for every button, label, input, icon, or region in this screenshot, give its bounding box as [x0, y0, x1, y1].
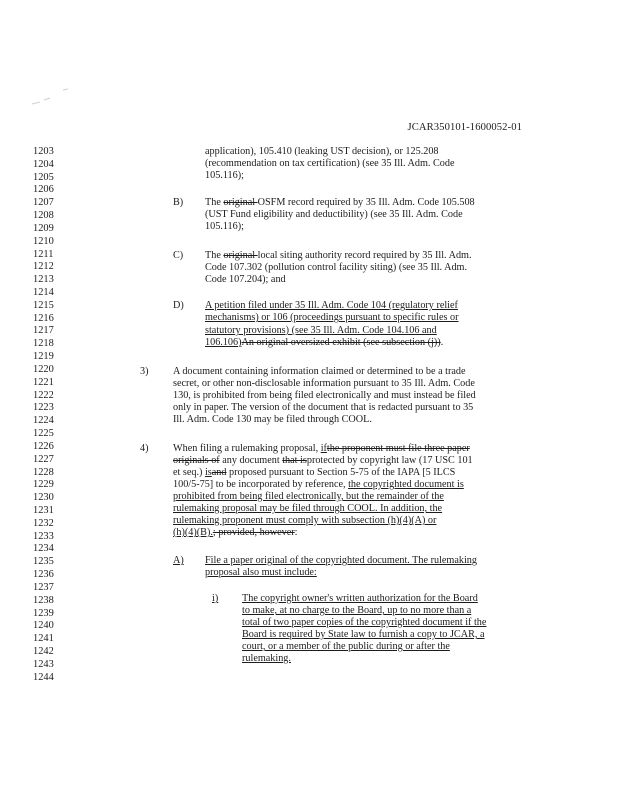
item-4ai-line: total of two paper copies of the copyrighted document if the [242, 617, 487, 628]
deleted-text: that is [282, 455, 307, 466]
item-b-line: (UST Fund eligibility and deductibility) (see 35 Ill. Adm. Code [205, 209, 463, 220]
line-number: 1215 [33, 299, 54, 311]
item-4-label: 4) [140, 443, 149, 454]
item-4-line [173, 527, 298, 539]
continuation-line: application), 105.410 (leaking UST decision), or 125.208 [205, 146, 439, 157]
line-number: 1214 [33, 287, 54, 299]
text: When filing a rulemaking proposal, [173, 443, 321, 454]
item-c-line [205, 250, 472, 262]
inserted-text: the copyrighted document is [348, 479, 464, 490]
item-4-line: rulemaking proponent must comply with subsection (h)(4)(A) or [173, 515, 437, 526]
line-number: 1224 [33, 415, 54, 427]
text: . [440, 337, 444, 348]
item-4ai-line: The copyright owner's written authorization for the Board [242, 593, 478, 604]
line-number: 1217 [33, 325, 54, 337]
item-d-label: D) [173, 300, 184, 311]
line-number: 1242 [33, 645, 54, 657]
line-number: 1238 [33, 594, 54, 606]
item-4a-line: proposal also must include: [205, 567, 317, 578]
deleted-text: ; provided, however [212, 527, 295, 538]
deleted-text: original [223, 250, 258, 261]
item-c-line: Code 107.302 (pollution control facility siting) (see 35 Ill. Adm. [205, 262, 468, 273]
item-4-line [173, 455, 473, 467]
inserted-text: (h)(4)(B). [173, 527, 213, 538]
line-number: 1235 [33, 556, 54, 568]
line-number: 1227 [33, 453, 54, 465]
item-4ai-line: Board is required by State law to furnish a copy to JCAR, a [242, 629, 485, 640]
item-4a-label: A) [173, 555, 184, 566]
deleted-text: the proponent must file three paper [326, 443, 470, 454]
line-number: 1220 [33, 363, 54, 375]
line-number: 1239 [33, 607, 54, 619]
continuation-line: 105.116); [205, 170, 244, 181]
line-number: 1230 [33, 492, 54, 504]
line-number: 1207 [33, 197, 54, 209]
item-d-line: mechanisms) or 106 (proceedings pursuant to specific rules or [205, 312, 459, 323]
line-number: 1204 [33, 158, 54, 170]
line-number: 1205 [33, 171, 54, 183]
item-3-line: 130, is prohibited from being filed electronically and must instead be filed [173, 390, 476, 401]
item-3-line: only in paper. The version of the document that is redacted pursuant to 35 [173, 402, 474, 413]
line-number: 1221 [33, 376, 54, 388]
item-b-line: 105.116); [205, 221, 244, 232]
line-number: 1236 [33, 569, 54, 581]
line-number: 1244 [33, 671, 54, 683]
item-b-line [205, 197, 475, 209]
item-4-line [173, 443, 470, 455]
line-number: 1241 [33, 633, 54, 645]
text: 100/5-75] to be incorporated by reference, [173, 479, 349, 490]
item-4ai-label: i) [212, 593, 219, 604]
inserted-text: is [204, 467, 212, 478]
item-4ai-line: court, or a member of the public during or after the [242, 641, 450, 652]
line-number: 1225 [33, 428, 54, 440]
line-number: 1211 [33, 248, 54, 260]
line-number: 1212 [33, 261, 54, 273]
item-4-line: rulemaking proposal may be filed through COOL. In addition, the [173, 503, 443, 514]
line-number: 1231 [33, 504, 54, 516]
line-number: 1232 [33, 517, 54, 529]
document-id-header: JCAR350101-1600052-01 [407, 122, 522, 133]
item-4-line: prohibited from being filed electronically, but the remainder of the [173, 491, 444, 502]
line-number: 1222 [33, 389, 54, 401]
line-number: 1218 [33, 338, 54, 350]
text: The [205, 197, 224, 208]
deleted-text: originals of [173, 455, 220, 466]
text: : [294, 527, 298, 538]
text: any document [219, 455, 283, 466]
item-4a-line: File a paper original of the copyrighted document. The rulemaking [205, 555, 477, 566]
item-4ai-line: rulemaking. [242, 653, 291, 664]
continuation-line: (recommendation on tax certification) (see 35 Ill. Adm. Code [205, 158, 455, 169]
line-number: 1210 [33, 235, 54, 247]
scan-smudge [30, 88, 75, 108]
line-number: 1209 [33, 222, 54, 234]
item-4-line [173, 467, 455, 479]
line-number: 1206 [33, 184, 54, 196]
line-number: 1229 [33, 479, 54, 491]
deleted-text: original [223, 197, 258, 208]
line-number: 1216 [33, 312, 54, 324]
deleted-text: An original oversized exhibit (see subsection (j)) [241, 337, 441, 348]
item-4-line [173, 479, 464, 491]
item-3-line: A document containing information claimed or determined to be a trade [173, 366, 466, 377]
text: protected by copyright law (17 USC 101 [306, 455, 473, 466]
line-number: 1203 [33, 146, 54, 157]
item-3-label: 3) [140, 366, 149, 377]
text: The [205, 250, 224, 261]
item-d-line: A petition filed under 35 Ill. Adm. Code 104 (regulatory relief [205, 300, 458, 311]
text: proposed pursuant to Section 5-75 of the IAPA [5 ILCS [226, 467, 456, 478]
line-number: 1233 [33, 530, 54, 542]
line-number: 1243 [33, 658, 54, 670]
item-3-line: secret, or other non-disclosable information pursuant to 35 Ill. Adm. Code [173, 378, 475, 389]
inserted-text: if [320, 443, 327, 454]
inserted-text: 106.106) [205, 337, 242, 348]
item-4ai-line: to make, at no charge to the Board, up to no more than a [242, 605, 472, 616]
text: local siting authority record required by 35 Ill. Adm. [257, 250, 472, 261]
line-number: 1223 [33, 402, 54, 414]
item-3-line: Ill. Adm. Code 130 may be filed through COOL. [173, 414, 372, 425]
deleted-text: and [211, 467, 227, 478]
item-c-label: C) [173, 250, 184, 261]
line-number: 1213 [33, 274, 54, 286]
line-number: 1208 [33, 210, 54, 222]
text: et seq.) [173, 467, 205, 478]
text: OSFM record required by 35 Ill. Adm. Code 105.508 [257, 197, 475, 208]
item-d-line [205, 337, 443, 349]
line-number: 1234 [33, 543, 54, 555]
line-number: 1228 [33, 466, 54, 478]
line-number: 1240 [33, 620, 54, 632]
line-number: 1226 [33, 440, 54, 452]
item-d-line: statutory provisions) (see 35 Ill. Adm. Code 104.106 and [205, 325, 437, 336]
line-number: 1219 [33, 351, 54, 363]
item-b-label: B) [173, 197, 184, 208]
item-c-line: Code 107.204); and [205, 274, 286, 285]
line-number: 1237 [33, 581, 54, 593]
